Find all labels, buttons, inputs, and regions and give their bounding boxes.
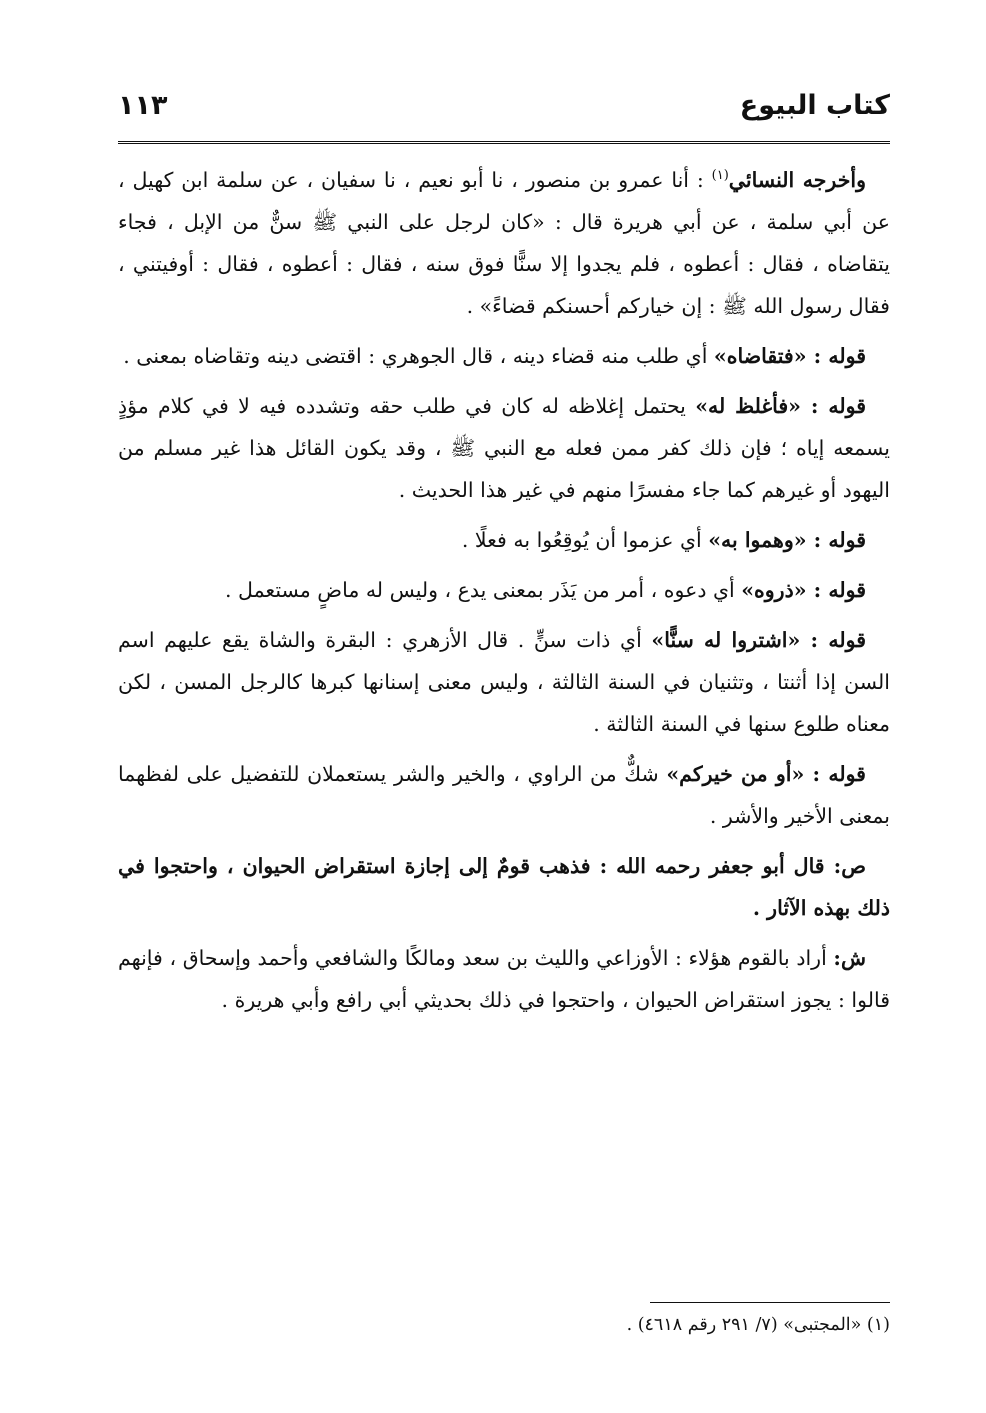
paragraph-text: أي ذات سنٍّ . قال الأزهري : البقرة والشاة يقع عليهم اسم السن إذا أثنتا ، وتثنيان في السنة الثالثة ، وليس معنى إسنانها كبرها كالرجل المسن ، لكن معناه طلوع سنها في السنة الثالثة . (118, 627, 890, 736)
paragraph-lead: قوله : «ذروه» (741, 577, 866, 602)
paragraph-text: أي طلب منه قضاء دينه ، قال الجوهري : اقتضى دينه وتقاضاه بمعنى . (123, 343, 714, 368)
paragraph-shin-sharh (118, 937, 890, 1021)
paragraph-text: شكٌّ من الراوي ، والخير والشر يستعملان للتفضيل على لفظهما بمعنى الأخير والأشر . (118, 761, 890, 828)
paragraph-lead: وأخرجه النسائي (728, 167, 866, 192)
paragraph-lead: ش: (833, 945, 866, 970)
paragraph-lead: قوله : «أو من خيركم» (666, 761, 866, 786)
paragraph-text: : أنا عمرو بن منصور ، نا أبو نعيم ، نا سفيان ، عن سلمة ابن كهيل ، عن أبي سلمة ، عن أبي هريرة قال : «كان لرجل على النبي ﷺ سنٌّ من الإبل ، فجاء يتقاضاه ، فقال : أعطوه ، فلم يجدوا إلا سنًّا فوق سنه ، فقال : أعطوه ، فقال : أوفيتني ، فقال رسول الله ﷺ : إن خياركم أحسنكم قضاءً» . (118, 167, 890, 318)
paragraph-fataqadah (118, 335, 890, 377)
paragraph-dharuhu (118, 569, 890, 611)
paragraph-lead: قوله : «فأغلظ له» (695, 393, 866, 418)
paragraph-text: أي دعوه ، أمر من يَذَر بمعنى يدع ، وليس له ماضٍ مستعمل . (225, 577, 742, 602)
paragraph-lead: قوله : «اشتروا له سنًّا» (651, 627, 866, 652)
paragraph-text: أراد بالقوم هؤلاء : الأوزاعي والليث بن سعد ومالكًا والشافعي وأحمد وإسحاق ، فإنهم قالوا : يجوز استقراض الحيوان ، واحتجوا في ذلك بحديثي أبي رافع وأبي هريرة . (118, 945, 890, 1012)
footnote-ref: (١) (711, 168, 729, 183)
paragraph-faaghlaza (118, 385, 890, 511)
page-number: ١١٣ (118, 90, 168, 121)
paragraph-text: يحتمل إغلاظه له كان في طلب حقه وتشدده فيه لا في كلام مؤذٍ يسمعه إياه ؛ فإن ذلك كفر ممن فعله مع النبي ﷺ ، وقد يكون القائل هذا غير مسلم من اليهود أو غيرهم كما جاء مفسرًا منهم في غير هذا الحديث . (118, 393, 890, 502)
page-header (118, 78, 890, 128)
paragraph-sad-matn (118, 845, 890, 929)
paragraph-lead: قوله : «فتقاضاه» (713, 343, 866, 368)
paragraph-nasai-hadith (118, 155, 890, 327)
paragraph-lead: قوله : «وهموا به» (708, 527, 866, 552)
paragraph-ishtaru (118, 619, 890, 745)
main-text (118, 155, 890, 1029)
paragraph-lead: ص: قال أبو جعفر رحمه الله : فذهب قومٌ إلى إجازة استقراض الحيوان ، واحتجوا في ذلك بهذه الآثار . (118, 853, 890, 920)
paragraph-text: أي عزموا أن يُوقِعُوا به فعلًا . (461, 527, 709, 552)
paragraph-wahammu (118, 519, 890, 561)
footnote: (١) «المجتبى» (٧/ ٢٩١ رقم ٤٦١٨) . (626, 1315, 890, 1335)
paragraph-aw-min-khayrikum (118, 753, 890, 837)
footnote-divider (650, 1302, 890, 1303)
header-divider (118, 141, 890, 144)
running-title: كتاب البيوع (739, 90, 890, 121)
